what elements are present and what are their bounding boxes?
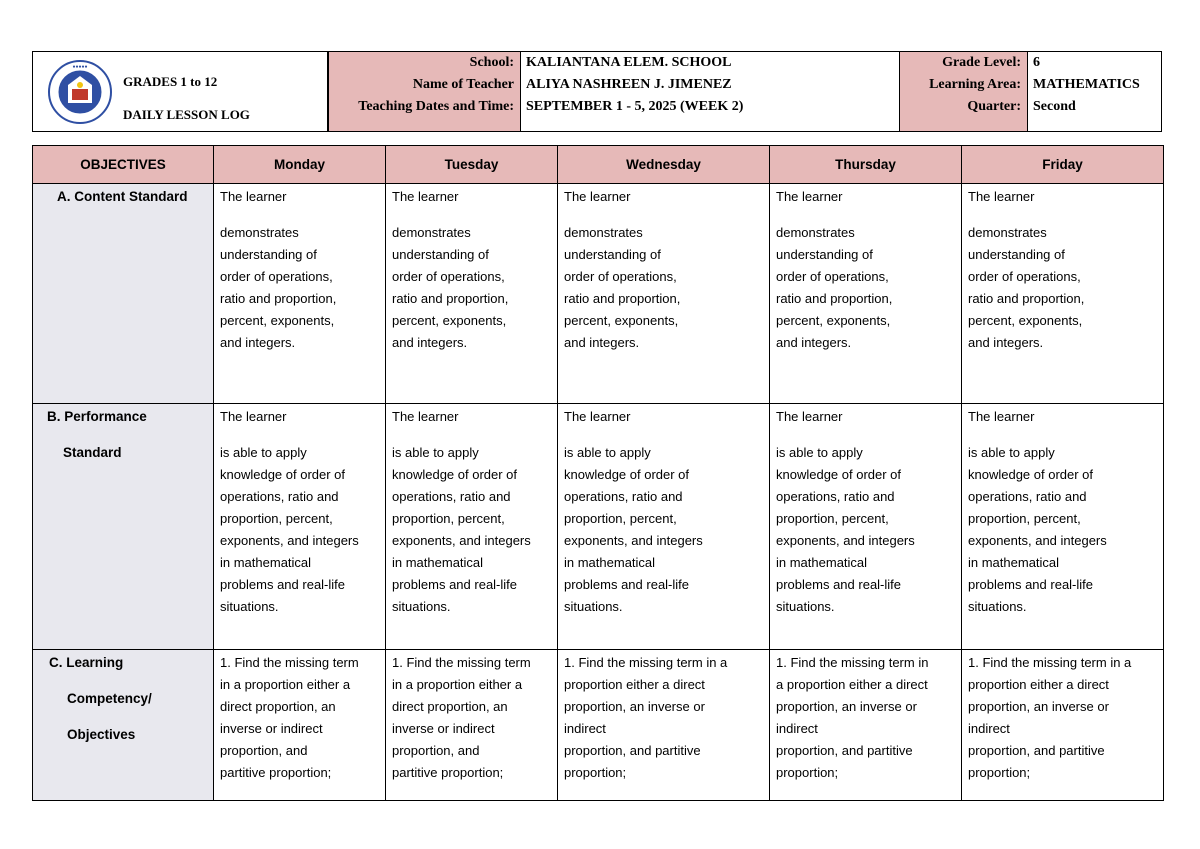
performance-standard-text — [968, 442, 1157, 618]
grade-level-value: 6 — [1028, 52, 1161, 74]
performance-standard-line: in mathematical — [968, 555, 1060, 570]
table-row-performance-standard — [33, 404, 1164, 650]
learning-competency-text — [220, 652, 379, 784]
performance-standard-line: problems and real-life — [968, 577, 1094, 592]
performance-standard-text — [220, 442, 379, 618]
performance-standard-line: in mathematical — [776, 555, 868, 570]
table-row-learning-competency — [33, 650, 1164, 801]
content-standard-line: demonstrates — [220, 225, 299, 240]
learning-competency-line: proportion either a direct — [564, 677, 705, 692]
performance-standard-line: knowledge of order of — [564, 467, 690, 482]
content-standard-intro: The learner — [220, 189, 287, 204]
performance-standard-line: proportion, percent, — [564, 511, 677, 526]
learning-area-label: Learning Area: — [900, 74, 1027, 96]
content-standard-friday — [962, 184, 1164, 404]
performance-standard-line: is able to apply — [220, 445, 307, 460]
performance-standard-line: problems and real-life — [564, 577, 690, 592]
learning-competency-line: direct proportion, an — [220, 699, 336, 714]
teacher-value: ALIYA NASHREEN J. JIMENEZ — [521, 74, 899, 96]
performance-standard-line: is able to apply — [776, 445, 863, 460]
learning-competency-line: indirect — [968, 721, 1010, 736]
learning-competency-tuesday — [386, 650, 558, 801]
content-standard-line: percent, exponents, — [564, 313, 679, 328]
quarter-label: Quarter: — [900, 96, 1027, 131]
performance-standard-line: operations, ratio and — [564, 489, 683, 504]
learning-competency-label-line2: Competency/ — [67, 691, 152, 706]
performance-standard-tuesday — [386, 404, 558, 650]
learning-competency-line: 1. Find the missing term in — [776, 655, 929, 670]
content-standard-line: understanding of — [968, 247, 1065, 262]
performance-standard-line: knowledge of order of — [392, 467, 518, 482]
school-value: KALIANTANA ELEM. SCHOOL — [521, 52, 899, 74]
dates-label: Teaching Dates and Time: — [329, 96, 520, 131]
content-standard-line: understanding of — [220, 247, 317, 262]
performance-standard-label-line2: Standard — [63, 445, 122, 460]
content-standard-line: ratio and proportion, — [564, 291, 681, 306]
content-standard-line: and integers. — [968, 335, 1044, 350]
performance-standard-line: exponents, and integers — [564, 533, 703, 548]
performance-standard-intro: The learner — [564, 409, 631, 424]
learning-competency-text — [968, 652, 1157, 784]
content-standard-line: order of operations, — [968, 269, 1081, 284]
content-standard-monday — [214, 184, 386, 404]
col-header-wednesday: Wednesday — [558, 146, 770, 184]
content-standard-line: understanding of — [564, 247, 661, 262]
performance-standard-line: operations, ratio and — [968, 489, 1087, 504]
learning-competency-line: 1. Find the missing term in a — [968, 655, 1132, 670]
learning-competency-line: indirect — [564, 721, 606, 736]
learning-competency-line: proportion, an inverse or — [968, 699, 1109, 714]
content-standard-line: ratio and proportion, — [968, 291, 1085, 306]
content-standard-line: and integers. — [220, 335, 296, 350]
school-label: School: — [329, 52, 520, 74]
content-standard-line: ratio and proportion, — [392, 291, 509, 306]
quarter-value: Second — [1028, 96, 1161, 131]
content-standard-line: demonstrates — [392, 225, 471, 240]
learning-competency-wednesday — [558, 650, 770, 801]
learning-competency-line: proportion, and — [392, 743, 480, 758]
performance-standard-line: is able to apply — [564, 445, 651, 460]
learning-competency-line: a proportion either a direct — [776, 677, 928, 692]
performance-standard-line: proportion, percent, — [220, 511, 333, 526]
performance-standard-line: problems and real-life — [776, 577, 902, 592]
performance-standard-line: exponents, and integers — [968, 533, 1107, 548]
performance-standard-line: exponents, and integers — [220, 533, 359, 548]
content-standard-text — [776, 222, 955, 354]
deped-seal-logo — [47, 59, 113, 125]
performance-standard-intro: The learner — [776, 409, 843, 424]
learning-competency-label-line1: C. Learning — [49, 655, 124, 670]
performance-standard-line: in mathematical — [564, 555, 656, 570]
learning-competency-text — [564, 652, 763, 784]
table-header-row — [33, 146, 1164, 184]
performance-standard-monday — [214, 404, 386, 650]
table-row-content-standard — [33, 184, 1164, 404]
content-standard-intro: The learner — [564, 189, 631, 204]
learning-competency-monday — [214, 650, 386, 801]
learning-competency-line: proportion; — [776, 765, 839, 780]
col-header-friday: Friday — [962, 146, 1164, 184]
lesson-log-table — [32, 145, 1164, 801]
content-standard-line: and integers. — [776, 335, 852, 350]
content-standard-line: ratio and proportion, — [776, 291, 893, 306]
learning-competency-thursday — [770, 650, 962, 801]
learning-competency-text — [392, 652, 551, 784]
content-standard-line: understanding of — [392, 247, 489, 262]
performance-standard-line: in mathematical — [220, 555, 312, 570]
performance-standard-line: situations. — [220, 599, 279, 614]
performance-standard-text — [776, 442, 955, 618]
content-standard-line: percent, exponents, — [220, 313, 335, 328]
learning-competency-line: proportion, an inverse or — [776, 699, 917, 714]
performance-standard-line: operations, ratio and — [392, 489, 511, 504]
content-standard-line: understanding of — [776, 247, 873, 262]
grades-label: GRADES 1 to 12 — [123, 74, 218, 89]
performance-standard-line: knowledge of order of — [968, 467, 1094, 482]
content-standard-line: order of operations, — [776, 269, 889, 284]
performance-standard-line: knowledge of order of — [776, 467, 902, 482]
learning-competency-line: 1. Find the missing term in a — [564, 655, 728, 670]
performance-standard-line: in mathematical — [392, 555, 484, 570]
content-standard-thursday — [770, 184, 962, 404]
content-standard-line: demonstrates — [968, 225, 1047, 240]
learning-competency-line: partitive proportion; — [392, 765, 504, 780]
teacher-label: Name of Teacher — [329, 74, 520, 96]
performance-standard-line: proportion, percent, — [392, 511, 505, 526]
content-standard-line: demonstrates — [776, 225, 855, 240]
learning-competency-label-cell — [33, 650, 214, 801]
performance-standard-line: proportion, percent, — [776, 511, 889, 526]
learning-competency-line: proportion either a direct — [968, 677, 1109, 692]
learning-competency-line: direct proportion, an — [392, 699, 508, 714]
performance-standard-line: exponents, and integers — [392, 533, 531, 548]
performance-standard-thursday — [770, 404, 962, 650]
col-header-thursday: Thursday — [770, 146, 962, 184]
content-standard-text — [220, 222, 379, 354]
performance-standard-wednesday — [558, 404, 770, 650]
content-standard-label: A. Content Standard — [57, 189, 188, 204]
content-standard-line: and integers. — [564, 335, 640, 350]
learning-competency-line: proportion, and partitive — [776, 743, 913, 758]
content-standard-line: demonstrates — [564, 225, 643, 240]
performance-standard-text — [564, 442, 763, 618]
performance-standard-line: situations. — [564, 599, 623, 614]
learning-competency-line: proportion, and partitive — [968, 743, 1105, 758]
performance-standard-label-line1: B. Performance — [47, 409, 147, 424]
learning-competency-line: 1. Find the missing term — [392, 655, 531, 670]
learning-competency-friday — [962, 650, 1164, 801]
svg-text:●●●●●: ●●●●● — [72, 64, 88, 70]
daily-lesson-log-title: DAILY LESSON LOG — [123, 107, 250, 122]
performance-standard-line: situations. — [776, 599, 835, 614]
col-header-objectives: OBJECTIVES — [33, 146, 214, 184]
performance-standard-line: operations, ratio and — [220, 489, 339, 504]
content-standard-line: percent, exponents, — [392, 313, 507, 328]
content-standard-text — [392, 222, 551, 354]
col-header-monday: Monday — [214, 146, 386, 184]
performance-standard-intro: The learner — [968, 409, 1035, 424]
content-standard-line: ratio and proportion, — [220, 291, 337, 306]
content-standard-label-cell — [33, 184, 214, 404]
grade-level-label: Grade Level: — [900, 52, 1027, 74]
performance-standard-intro: The learner — [220, 409, 287, 424]
performance-standard-line: problems and real-life — [392, 577, 518, 592]
performance-standard-line: operations, ratio and — [776, 489, 895, 504]
learning-competency-text — [776, 652, 955, 784]
performance-standard-line: situations. — [968, 599, 1027, 614]
col-header-tuesday: Tuesday — [386, 146, 558, 184]
content-standard-line: order of operations, — [564, 269, 677, 284]
content-standard-line: percent, exponents, — [776, 313, 891, 328]
performance-standard-label-cell — [33, 404, 214, 650]
learning-competency-line: 1. Find the missing term — [220, 655, 359, 670]
content-standard-line: and integers. — [392, 335, 468, 350]
learning-competency-line: in a proportion either a — [392, 677, 523, 692]
learning-area-value: MATHEMATICS — [1028, 74, 1161, 96]
learning-competency-line: partitive proportion; — [220, 765, 332, 780]
performance-standard-line: proportion, percent, — [968, 511, 1081, 526]
learning-competency-line: proportion; — [968, 765, 1031, 780]
learning-competency-line: proportion, and partitive — [564, 743, 701, 758]
learning-competency-line: proportion, an inverse or — [564, 699, 705, 714]
header-divider — [899, 51, 900, 132]
performance-standard-intro: The learner — [392, 409, 459, 424]
content-standard-intro: The learner — [968, 189, 1035, 204]
dates-value: SEPTEMBER 1 - 5, 2025 (WEEK 2) — [521, 96, 899, 131]
learning-competency-line: inverse or indirect — [392, 721, 495, 736]
learning-competency-line: in a proportion either a — [220, 677, 351, 692]
content-standard-text — [968, 222, 1157, 354]
header-logo-box — [32, 51, 328, 132]
learning-competency-line: inverse or indirect — [220, 721, 323, 736]
header-divider — [1027, 51, 1028, 132]
learning-competency-line: proportion; — [564, 765, 627, 780]
content-standard-text — [564, 222, 763, 354]
performance-standard-friday — [962, 404, 1164, 650]
performance-standard-line: situations. — [392, 599, 451, 614]
content-standard-intro: The learner — [776, 189, 843, 204]
learning-competency-line: proportion, and — [220, 743, 308, 758]
content-standard-line: order of operations, — [392, 269, 505, 284]
learning-competency-label-line3: Objectives — [67, 727, 136, 742]
performance-standard-line: exponents, and integers — [776, 533, 915, 548]
header-divider — [520, 51, 521, 132]
content-standard-line: percent, exponents, — [968, 313, 1083, 328]
performance-standard-line: is able to apply — [392, 445, 479, 460]
content-standard-intro: The learner — [392, 189, 459, 204]
performance-standard-line: is able to apply — [968, 445, 1055, 460]
learning-competency-line: indirect — [776, 721, 818, 736]
content-standard-wednesday — [558, 184, 770, 404]
performance-standard-text — [392, 442, 551, 618]
content-standard-line: order of operations, — [220, 269, 333, 284]
performance-standard-line: problems and real-life — [220, 577, 346, 592]
content-standard-tuesday — [386, 184, 558, 404]
performance-standard-line: knowledge of order of — [220, 467, 346, 482]
